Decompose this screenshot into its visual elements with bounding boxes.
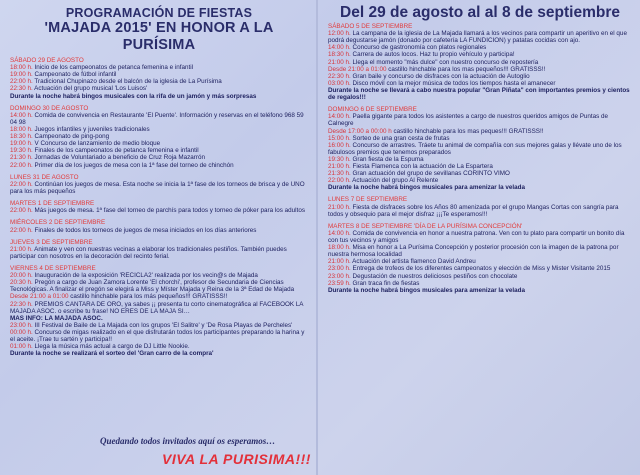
schedule-entry bbox=[10, 227, 308, 234]
entry-text: Juegos infantiles y juveniles tradicionales bbox=[34, 126, 150, 134]
entry-text: Disco móvil con la mejor música de todos los tiempos hasta el amanecer bbox=[352, 79, 556, 87]
entry-time: Desde 21:00 a 01:00 bbox=[328, 65, 389, 73]
entry-text: Durante la noche habrá bingos musicales para amenizar la velada bbox=[328, 286, 526, 294]
schedule-entry bbox=[10, 207, 308, 214]
entry-time: Desde 21:00 a 01:00 bbox=[10, 293, 71, 301]
entry-time: 22:00 h. bbox=[10, 207, 35, 215]
entry-time: 14:00 h. bbox=[328, 44, 353, 52]
entry-text: Actuación del grupo Al Relente bbox=[352, 177, 439, 185]
schedule-entry bbox=[328, 177, 632, 184]
day-heading: DOMINGO 30 DE AGOSTO bbox=[10, 104, 89, 112]
day-heading: DOMINGO 6 DE SEPTIEMBRE bbox=[328, 106, 417, 114]
entry-time: 21:00 h. bbox=[10, 245, 35, 253]
entry-time: 18:30 h. bbox=[328, 51, 353, 59]
entry-time: 21:30 h. bbox=[328, 170, 353, 178]
entry-text: Degustación de nuestros deliciosos pestiños con chocolate bbox=[352, 272, 518, 280]
schedule-entry bbox=[10, 343, 308, 350]
entry-time: 14:00 h. bbox=[10, 111, 35, 119]
schedule-entry bbox=[328, 287, 632, 294]
schedule-entry bbox=[328, 280, 632, 287]
schedule-entry bbox=[10, 112, 308, 126]
entry-text: Campeonato de fútbol infantil bbox=[34, 71, 117, 79]
entry-time: 23:00 h. bbox=[10, 321, 35, 329]
entry-text: Fiesta Flamenca con la actuación de La Espartera bbox=[352, 163, 493, 170]
entry-time: 21:00 h. bbox=[328, 163, 353, 170]
entry-text: Tradicional Chupinazo desde el balcón de la iglesia de La Purísima bbox=[34, 78, 222, 86]
entry-time: 23:00 h. bbox=[328, 272, 353, 280]
entry-text: PREMIOS CANTARA DE ORO, ya sabes ¡¡ presenta tu corto cinematográfica al FACEBOOK LA MAJADA ASOC. o escribe tu frase! NO ERES DE LA MAJA SI… bbox=[10, 300, 304, 315]
entry-time: 21:00 h. bbox=[328, 258, 353, 266]
schedule-entry bbox=[328, 230, 632, 244]
entry-text: Durante la noche se realizará el sorteo del 'Gran carro de la compra' bbox=[10, 350, 214, 358]
entry-time: 14:00 h. bbox=[328, 113, 353, 121]
schedule-entry bbox=[328, 142, 632, 156]
schedule-entry bbox=[10, 71, 308, 78]
entry-time: 20:30 h. bbox=[10, 279, 35, 287]
left-schedule bbox=[10, 57, 308, 357]
entry-text: Gran baile y concurso de disfraces con la actuación de Autoglio bbox=[352, 72, 530, 80]
right-schedule bbox=[328, 23, 632, 294]
entry-text: Durante la noche habrá bingos musicales con la rifa de un jamón y más sorpresas bbox=[10, 92, 257, 100]
entry-text: Entrega de trofeos de los diferentes campeonatos y elección de Miss y Mister Visitante 2015 bbox=[352, 265, 611, 273]
day-heading: LUNES 7 DE SEPTIEMBRE bbox=[328, 196, 408, 204]
schedule-entry bbox=[10, 279, 308, 293]
day-heading: MIÉRCOLES 2 DE SEPTIEMBRE bbox=[10, 219, 106, 227]
entry-time: 01:00 h. bbox=[10, 343, 35, 351]
entry-text: Inicio de los campeonatos de petanca femenina e infantil bbox=[34, 64, 194, 72]
entry-text: Actuación del grupo musical 'Los Luisos' bbox=[34, 85, 148, 93]
day-heading: SÁBADO 29 DE AGOSTO bbox=[10, 57, 84, 64]
entry-text: Concurso de gastronomía con platos regionales bbox=[352, 44, 487, 52]
entry-text: Paella gigante para todos los asistentes a cargo de nuestros queridos amigos de Puntas de Calnegre bbox=[328, 113, 609, 128]
schedule-entry bbox=[328, 163, 632, 170]
schedule-entry bbox=[328, 170, 632, 177]
schedule-entry bbox=[10, 140, 308, 147]
right-column bbox=[318, 0, 640, 475]
entry-time: 18:00 h. bbox=[328, 244, 353, 252]
entry-text: Primer día de los juegos de mesa con la 1ª fase del torneo de chinchón bbox=[34, 161, 234, 169]
schedule-entry bbox=[10, 64, 308, 71]
schedule-entry bbox=[328, 44, 632, 51]
entry-text: Actuación del artista flamenco David Andreu bbox=[352, 258, 476, 266]
entry-time: 19:30 h. bbox=[328, 155, 353, 163]
entry-time: 22:30 h. bbox=[10, 300, 35, 308]
program-title: PROGRAMACIÓN DE FIESTAS bbox=[65, 6, 253, 20]
schedule-entry bbox=[328, 87, 632, 101]
entry-text: III Festival de Baile de La Majada con los grupos 'El Salitre' y 'De Rosa Playas de Percheles' bbox=[34, 321, 293, 329]
entry-text: Más juegos de mesa. 1ª fase del torneo de parchís para todos y torneo de póker para los adultos bbox=[34, 207, 305, 215]
entry-time: 21:30 h. bbox=[10, 154, 35, 162]
schedule-entry bbox=[10, 133, 308, 140]
entry-text: V Concurso de lanzamiento de medio bloque bbox=[34, 140, 161, 148]
day-heading: MARTES 8 DE SEPTIEMBRE 'DÍA DE LA PURÍSIMA CONCEPCIÓN' bbox=[328, 222, 523, 230]
entry-text: La campana de la iglesia de La Majada llamará a los vecinos para compartir un aperitivo en el que podrá degustarse jamón (donado por cafetería LA FUNDICION) y patatas cocidas con ajo. bbox=[328, 30, 627, 45]
schedule-entry bbox=[10, 147, 308, 154]
closing-message: Quedando todos invitados aquí os esperamos… bbox=[100, 436, 276, 446]
day-heading: MARTES 1 DE SEPTIEMBRE bbox=[10, 200, 95, 208]
entry-text: Animate y ven con nuestras vecinas a elaborar los tradicionales pestiños. También puedes participar con nosotros en la decoración del recinto ferial. bbox=[10, 245, 287, 260]
schedule-entry bbox=[10, 322, 308, 329]
entry-text: Concurso de migas realizado en el que disfrutarán todos los participantes preparando la harina y el aceite. ¡Trae tu sartén y participa!! bbox=[10, 328, 305, 344]
entry-text: Gran traca fin de fiestas bbox=[352, 279, 420, 287]
entry-text: Inauguración de la exposición 'RECICLA2' realizada por los vecin@s de Majada bbox=[34, 272, 258, 280]
schedule-entry bbox=[10, 350, 308, 357]
schedule-entry bbox=[328, 265, 632, 272]
entry-time: 16:00 h. bbox=[328, 141, 353, 149]
entry-time: 22:00 h. bbox=[10, 226, 35, 234]
entry-time: 22:30 h. bbox=[328, 72, 353, 80]
schedule-entry bbox=[10, 85, 308, 92]
schedule-entry bbox=[328, 244, 632, 258]
schedule-entry bbox=[328, 30, 632, 44]
entry-text: Finales de todos los torneos de juegos de mesa iniciados en los días anteriores bbox=[34, 226, 257, 234]
day-heading: VIERNES 4 DE SEPTIEMBRE bbox=[10, 265, 96, 272]
schedule-entry bbox=[10, 329, 308, 343]
day-heading: SÁBADO 5 DE SEPTIEMBRE bbox=[328, 23, 413, 30]
day-heading: LUNES 31 DE AGOSTO bbox=[10, 173, 79, 181]
program-subtitle: 'MAJADA 2015' EN HONOR A LA PURÍSIMA bbox=[44, 20, 274, 53]
entry-text: Llega la música más actual a cargo de DJ Little Nookie. bbox=[34, 343, 190, 351]
entry-text: Concurso de arrastres. Tráete tu animal de compañía con sus mejores galas y llévate uno de los fabulosos premios que tenemos preparados bbox=[328, 141, 622, 156]
entry-text: Sorteo de una gran cesta de frutas bbox=[352, 134, 450, 142]
schedule-entry bbox=[328, 66, 632, 73]
entry-text: Misa en honor a La Purísima Concepción y posterior procesión con la imagen de la patrona por nuestra hermosa localidad bbox=[328, 244, 619, 259]
schedule-entry bbox=[328, 258, 632, 265]
entry-time: 18:00 h. bbox=[10, 126, 35, 134]
schedule-entry bbox=[10, 272, 308, 279]
entry-time: 12:00 h. bbox=[328, 30, 353, 38]
schedule-entry bbox=[328, 204, 632, 218]
schedule-entry bbox=[328, 128, 632, 135]
entry-text: Continúan los juegos de mesa. Esta noche se inicia la 1ª fase de los torneos de brisca y de UNO para los más pequeños bbox=[10, 180, 305, 195]
entry-time: 21:00 h. bbox=[328, 203, 353, 211]
entry-time: 19:00 h. bbox=[10, 71, 35, 79]
entry-text: Pregón a cargo de Juan Zamora Lorente 'El chorchi', profesor de Secundaria de Ciencias Tecnológicas. A finalizar el pregón se elegirá a Miss y Míster Majada y Reina de la 3ª Edad de Majada bbox=[10, 279, 295, 294]
entry-time: 22:00 h. bbox=[10, 161, 35, 169]
entry-text: Durante la noche se llevará a cabo nuestra popular "Gran Piñata" con importantes premios y cientos de regalos!!! bbox=[328, 86, 630, 102]
schedule-entry bbox=[10, 315, 308, 322]
entry-text: castillo hinchable para los mas pequeños!!! GRATISSS!! bbox=[388, 65, 546, 73]
entry-time: 15:00 h. bbox=[328, 134, 353, 142]
entry-text: Fiesta de disfraces sobre los Años 80 amenizada por el grupo Mangas Cortas con sangría para todos y obsequio para el mejor disfraz ¡¡¡Te esperamos!!! bbox=[328, 203, 619, 218]
entry-text: Campeonato de ping-pong bbox=[34, 133, 110, 141]
entry-time: 00:00 h. bbox=[10, 328, 35, 336]
schedule-entry bbox=[10, 154, 308, 161]
schedule-entry bbox=[10, 162, 308, 169]
schedule-entry bbox=[328, 184, 632, 191]
entry-time: 14:00 h. bbox=[328, 229, 353, 237]
entry-text: Comida de convivencia en Restaurante 'El Puente'. Información y reservas en el teléfono 968 59 04 98 bbox=[10, 111, 304, 126]
viva-slogan: VIVA LA PURISIMA!!! bbox=[162, 451, 311, 467]
date-range-title: Del 29 de agosto al al 8 de septiembre bbox=[340, 4, 620, 21]
left-column bbox=[0, 0, 316, 475]
entry-time: 19:00 h. bbox=[10, 140, 35, 148]
entry-text: Llega el momento "más dulce" con nuestro concurso de repostería bbox=[352, 58, 539, 66]
entry-text: Durante la noche habrá bingos musicales para amenizar la velada bbox=[328, 184, 526, 192]
schedule-entry bbox=[10, 301, 308, 315]
entry-text: Comida de convivencia en honor a nuestra patrona. Ven con tu plato para compartir un bonito día con tus vecinos y amigos bbox=[328, 229, 625, 245]
entry-time: 22:30 h. bbox=[10, 85, 35, 93]
entry-time: Desde 17:00 a 00:00 h bbox=[328, 127, 394, 135]
schedule-entry bbox=[10, 78, 308, 85]
schedule-entry bbox=[10, 293, 308, 300]
entry-time: 03:00 h. bbox=[328, 79, 353, 87]
schedule-entry bbox=[10, 246, 308, 260]
entry-time: 18:30 h. bbox=[10, 133, 35, 141]
day-heading: JUEVES 3 DE SEPTIEMBRE bbox=[10, 238, 93, 246]
schedule-entry bbox=[10, 181, 308, 195]
schedule-entry bbox=[328, 73, 632, 80]
schedule-entry bbox=[328, 80, 632, 87]
entry-time: 19:30 h. bbox=[10, 147, 35, 155]
entry-text: MAS INFO: LA MAJADA ASOC. bbox=[10, 314, 103, 322]
entry-time: 20:00 h. bbox=[10, 272, 35, 280]
schedule-entry bbox=[328, 59, 632, 66]
entry-time: 21:00 h. bbox=[328, 58, 353, 66]
schedule-entry bbox=[328, 273, 632, 280]
schedule-entry bbox=[328, 135, 632, 142]
schedule-entry bbox=[328, 156, 632, 163]
entry-text: Gran fiesta de la Espuma bbox=[352, 155, 424, 163]
entry-time: 23:00 h. bbox=[328, 265, 353, 273]
entry-text: castillo hinchable para los más pequeños!!! GRATISSS!! bbox=[70, 293, 228, 301]
entry-time: 18:00 h. bbox=[10, 64, 35, 72]
schedule-entry bbox=[10, 93, 308, 100]
schedule-entry bbox=[328, 51, 632, 58]
entry-time: 22:00 h. bbox=[10, 78, 35, 86]
entry-time: 22:00 h. bbox=[328, 177, 353, 185]
entry-text: castillo hinchable para los mas peques!!! GRATISSS!! bbox=[393, 127, 544, 135]
entry-time: 23:59 h. bbox=[328, 279, 353, 287]
entry-text: Finales de los campeonatos de petanca femenina e infantil bbox=[34, 147, 199, 155]
entry-text: Jornadas de Voluntariado a beneficio de Cruz Roja Mazarrón bbox=[34, 154, 205, 162]
entry-text: Gran actuación del grupo de sevillanas CORINTO VIMO bbox=[352, 170, 510, 178]
schedule-entry bbox=[328, 113, 632, 127]
schedule-entry bbox=[10, 126, 308, 133]
entry-text: Carrera de autos locos. Haz tu propio vehículo y participa! bbox=[352, 51, 515, 59]
entry-time: 22:00 h. bbox=[10, 180, 35, 188]
